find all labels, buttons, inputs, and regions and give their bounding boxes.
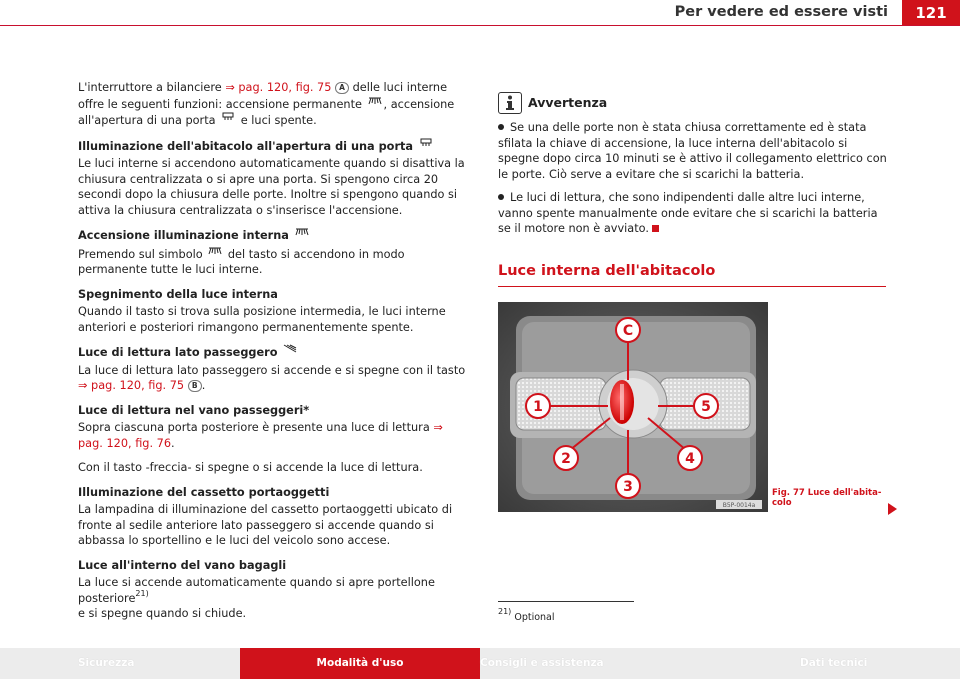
footer-tab-modalita-uso[interactable]: Modalità d'uso	[240, 648, 480, 679]
paragraph-rear-reading-light: Sopra ciascuna porta posteriore è presente una luce di lettura ⇒ pag. 120, fig. 76.	[78, 421, 443, 450]
reading-light-icon	[283, 344, 297, 353]
page-number: 121	[902, 0, 960, 26]
callout-badge-b: B	[188, 380, 202, 392]
footnote: $^{21)}$ Optional	[498, 607, 555, 623]
interior-light-figure	[498, 302, 768, 512]
figure-label-2: 2	[561, 451, 571, 467]
figure-label-c: C	[622, 323, 634, 339]
left-column	[78, 80, 470, 631]
figure-caption: Fig. 77 Luce dell'abita- colo	[772, 488, 882, 508]
xref-link[interactable]: ⇒ pag. 120, fig. 76	[78, 421, 443, 450]
callout-badge-a: A	[335, 82, 349, 94]
paragraph-light-off: Quando il tasto si trova sulla posizione intermedia, le luci interne anteriori e posteriori rimangono permanentemente spente.	[78, 305, 446, 334]
heading-boot-light: Luce all'interno del vano bagagli	[78, 558, 287, 572]
paragraph-reading-light: La luce di lettura lato passeggero si accende e si spegne con il tasto ⇒ pag. 120, fig. 75 B .	[78, 363, 466, 392]
header-rule	[0, 25, 960, 26]
intro-paragraph: L'interruttore a bilanciere ⇒ pag. 120, fig. 75 A delle luci interne offre le seguenti funzioni: accensione permanente , accensione all'apertura di una porta e luci spente.	[78, 81, 455, 127]
note-box	[498, 92, 890, 245]
figure-label-4: 4	[685, 451, 695, 467]
figure-label-3: 3	[623, 479, 633, 495]
info-icon	[498, 92, 522, 114]
footer-tab-consigli[interactable]: Consigli e assistenza	[480, 648, 720, 679]
figure-code: B5P-0014a	[722, 502, 756, 509]
door-light-icon	[419, 138, 433, 147]
heading-light-on: Accensione illuminazione interna	[78, 229, 289, 242]
running-header: Per vedere ed essere visti	[674, 4, 888, 20]
figure-label-1: 1	[533, 399, 543, 415]
bullet-icon	[498, 194, 504, 200]
figure-label-5: 5	[701, 399, 711, 415]
paragraph-boot-light: La luce si accende automaticamente quando si apre portellone posteriore$^{21)}$ e si spegne quando si chiude.	[78, 576, 435, 620]
door-light-icon	[221, 112, 235, 121]
next-page-icon[interactable]	[888, 503, 897, 515]
heading-light-off: Spegnimento della luce interna	[78, 287, 278, 301]
light-on-icon	[368, 96, 382, 105]
xref-link[interactable]: ⇒ pag. 120, fig. 75	[225, 81, 332, 94]
paragraph-glovebox-light: La lampadina di illuminazione del cassetto portaoggetti ubicato di fronte al sedile anteriore lato passeggero si accende quando si abbassa lo sportellino e le luci del veicolo sono accese.	[78, 503, 453, 547]
heading-reading-light: Luce di lettura lato passeggero	[78, 346, 278, 359]
footer-nav	[0, 648, 960, 679]
paragraph-light-on: Premendo sul simbolo del tasto si accendono in modo permanente tutte le luci interne.	[78, 247, 405, 276]
heading-door-light: Illuminazione dell'abitacolo all'apertura di una porta	[78, 139, 414, 153]
footer-tab-dati-tecnici[interactable]: Dati tecnici	[720, 648, 960, 679]
paragraph-door-light: Le luci interne si accendono automaticamente quando si disattiva la chiusura centralizzata o si apre una porta. Si spengono circa 20 secondi dopo la chiusura delle porte. Inoltre si spengono quando si attiva la chiusura centralizzata o s'inserisce l'accensione.	[78, 157, 465, 217]
footer-tab-sicurezza[interactable]: Sicurezza	[0, 648, 240, 679]
light-on-icon	[295, 227, 309, 236]
heading-rear-reading-light: Luce di lettura nel vano passeggeri*	[78, 403, 310, 417]
note-bullet: Le luci di lettura, che sono indipendenti dalle altre luci interne, vanno spente manualmente onde evitare che si scarichi la batteria se il motore non è avviato.	[498, 191, 878, 235]
section-rule	[498, 286, 886, 287]
light-on-icon	[208, 246, 222, 255]
xref-link[interactable]: ⇒ pag. 120, fig. 75	[78, 379, 185, 392]
note-title: Avvertenza	[528, 95, 608, 111]
bullet-icon	[498, 124, 504, 130]
footnote-ref[interactable]: 21)	[135, 588, 149, 598]
end-of-section-icon	[652, 225, 659, 232]
footnote-rule	[498, 601, 634, 602]
section-title: Luce interna dell'abitacolo	[498, 263, 716, 279]
paragraph-arrow-button: Con il tasto -freccia- si spegne o si accende la luce di lettura.	[78, 461, 423, 474]
heading-glovebox-light: Illuminazione del cassetto portaoggetti	[78, 485, 330, 499]
note-bullet: Se una delle porte non è stata chiusa correttamente ed è stata sfilata la chiave di accensione, la luce interna dell'abitacolo si spegne dopo circa 10 minuti se è attivo il collegamento elettrico con le porte. Ciò serve a evitare che si scarichi la batteria.	[498, 121, 887, 181]
